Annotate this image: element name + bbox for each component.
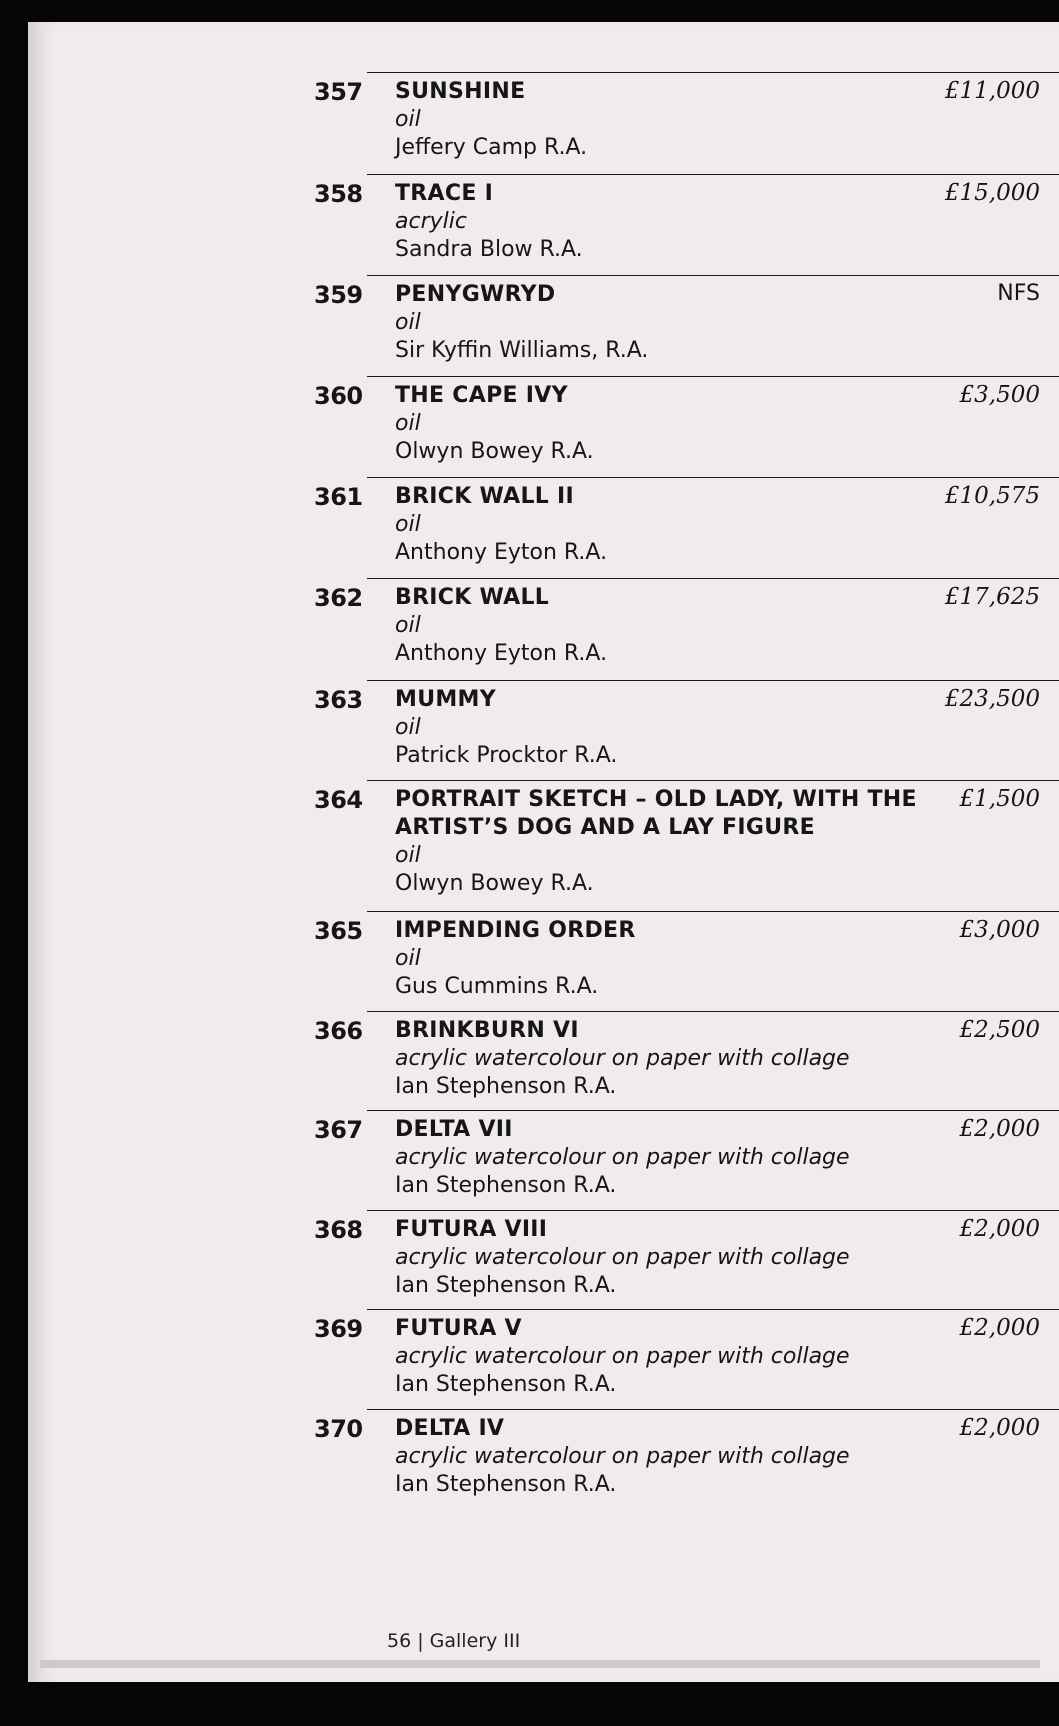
entry-price: £3,000: [959, 917, 1040, 943]
entry-medium: acrylic watercolour on paper with collage: [395, 1444, 850, 1469]
entry-divider: [367, 275, 1059, 276]
entry-medium: oil: [395, 946, 421, 971]
entry-divider: [367, 1011, 1059, 1012]
entry-title: BRICK WALL: [395, 585, 550, 610]
page-edge: [40, 1660, 1040, 1668]
entry-artist: Ian Stephenson R.A.: [395, 1074, 617, 1099]
entry-title: MUMMY: [395, 687, 496, 712]
entry-artist: Sir Kyffin Williams, R.A.: [395, 338, 649, 363]
entry-divider: [367, 680, 1059, 681]
entry-divider: [367, 1110, 1059, 1111]
entry-price: £2,000: [959, 1116, 1040, 1142]
entry-number: 366: [314, 1017, 363, 1045]
entry-number: 359: [314, 281, 363, 309]
entry-artist: Ian Stephenson R.A.: [395, 1173, 617, 1198]
entry-price: £1,500: [959, 786, 1040, 812]
entry-divider: [367, 72, 1059, 73]
entry-title: FUTURA V: [395, 1316, 522, 1341]
entry-price: £23,500: [944, 686, 1040, 712]
entry-price: £10,575: [944, 483, 1040, 509]
entry-title: PENYGWRYD: [395, 282, 556, 307]
entry-divider: [367, 174, 1059, 175]
entry-artist: Patrick Procktor R.A.: [395, 743, 618, 768]
entry-artist: Ian Stephenson R.A.: [395, 1372, 617, 1397]
entry-title: DELTA IV: [395, 1416, 505, 1441]
entry-divider: [367, 578, 1059, 579]
entry-title: FUTURA VIII: [395, 1217, 548, 1242]
entry-price: £3,500: [959, 382, 1040, 408]
entry-price: £2,000: [959, 1315, 1040, 1341]
entry-artist: Anthony Eyton R.A.: [395, 540, 608, 565]
entry-price: £2,500: [959, 1017, 1040, 1043]
entry-artist: Anthony Eyton R.A.: [395, 641, 608, 666]
entry-artist: Ian Stephenson R.A.: [395, 1273, 617, 1298]
entry-number: 362: [314, 584, 363, 612]
entry-divider: [367, 911, 1059, 912]
entry-number: 369: [314, 1315, 363, 1343]
entry-number: 367: [314, 1116, 363, 1144]
entry-price: NFS: [997, 281, 1040, 306]
entry-divider: [367, 1210, 1059, 1211]
page-footer: 56 | Gallery III: [387, 1630, 521, 1652]
entry-medium: acrylic watercolour on paper with collage: [395, 1245, 850, 1270]
entry-number: 364: [314, 786, 363, 814]
entry-artist: Olwyn Bowey R.A.: [395, 871, 594, 896]
entry-artist: Ian Stephenson R.A.: [395, 1472, 617, 1497]
entry-artist: Olwyn Bowey R.A.: [395, 439, 594, 464]
entry-medium: acrylic: [395, 209, 467, 234]
entry-number: 357: [314, 78, 363, 106]
entry-price: £2,000: [959, 1415, 1040, 1441]
entry-number: 363: [314, 686, 363, 714]
entry-price: £2,000: [959, 1216, 1040, 1242]
entry-price: £11,000: [944, 78, 1040, 104]
entry-medium: oil: [395, 613, 421, 638]
entry-artist: Sandra Blow R.A.: [395, 237, 583, 262]
entry-divider: [367, 477, 1059, 478]
entry-number: 368: [314, 1216, 363, 1244]
entry-title: TRACE I: [395, 181, 494, 206]
entry-medium: acrylic watercolour on paper with collage: [395, 1046, 850, 1071]
entry-divider: [367, 780, 1059, 781]
entry-number: 370: [314, 1415, 363, 1443]
entry-number: 361: [314, 483, 363, 511]
entry-number: 358: [314, 180, 363, 208]
entry-divider: [367, 1409, 1059, 1410]
entry-artist: Gus Cummins R.A.: [395, 974, 599, 999]
entry-medium: oil: [395, 843, 421, 868]
entry-title: DELTA VII: [395, 1117, 513, 1142]
entry-divider: [367, 376, 1059, 377]
entry-price: £17,625: [944, 584, 1040, 610]
entry-medium: oil: [395, 310, 421, 335]
entry-medium: acrylic watercolour on paper with collage: [395, 1145, 850, 1170]
entry-title: BRICK WALL II: [395, 484, 575, 509]
entry-medium: oil: [395, 107, 421, 132]
entry-title: SUNSHINE: [395, 79, 526, 104]
entry-medium: oil: [395, 715, 421, 740]
entry-title: BRINKBURN VI: [395, 1018, 579, 1043]
entry-medium: oil: [395, 512, 421, 537]
entry-number: 360: [314, 382, 363, 410]
catalogue-page: [28, 22, 1059, 1682]
entry-title: IMPENDING ORDER: [395, 918, 636, 943]
entry-title: PORTRAIT SKETCH – OLD LADY, WITH THE ARTIST’S DOG AND A LAY FIGURE: [395, 787, 917, 840]
entry-medium: acrylic watercolour on paper with collage: [395, 1344, 850, 1369]
entry-medium: oil: [395, 411, 421, 436]
entry-title: THE CAPE IVY: [395, 383, 568, 408]
entry-artist: Jeffery Camp R.A.: [395, 135, 588, 160]
entry-price: £15,000: [944, 180, 1040, 206]
entry-number: 365: [314, 917, 363, 945]
entry-divider: [367, 1309, 1059, 1310]
